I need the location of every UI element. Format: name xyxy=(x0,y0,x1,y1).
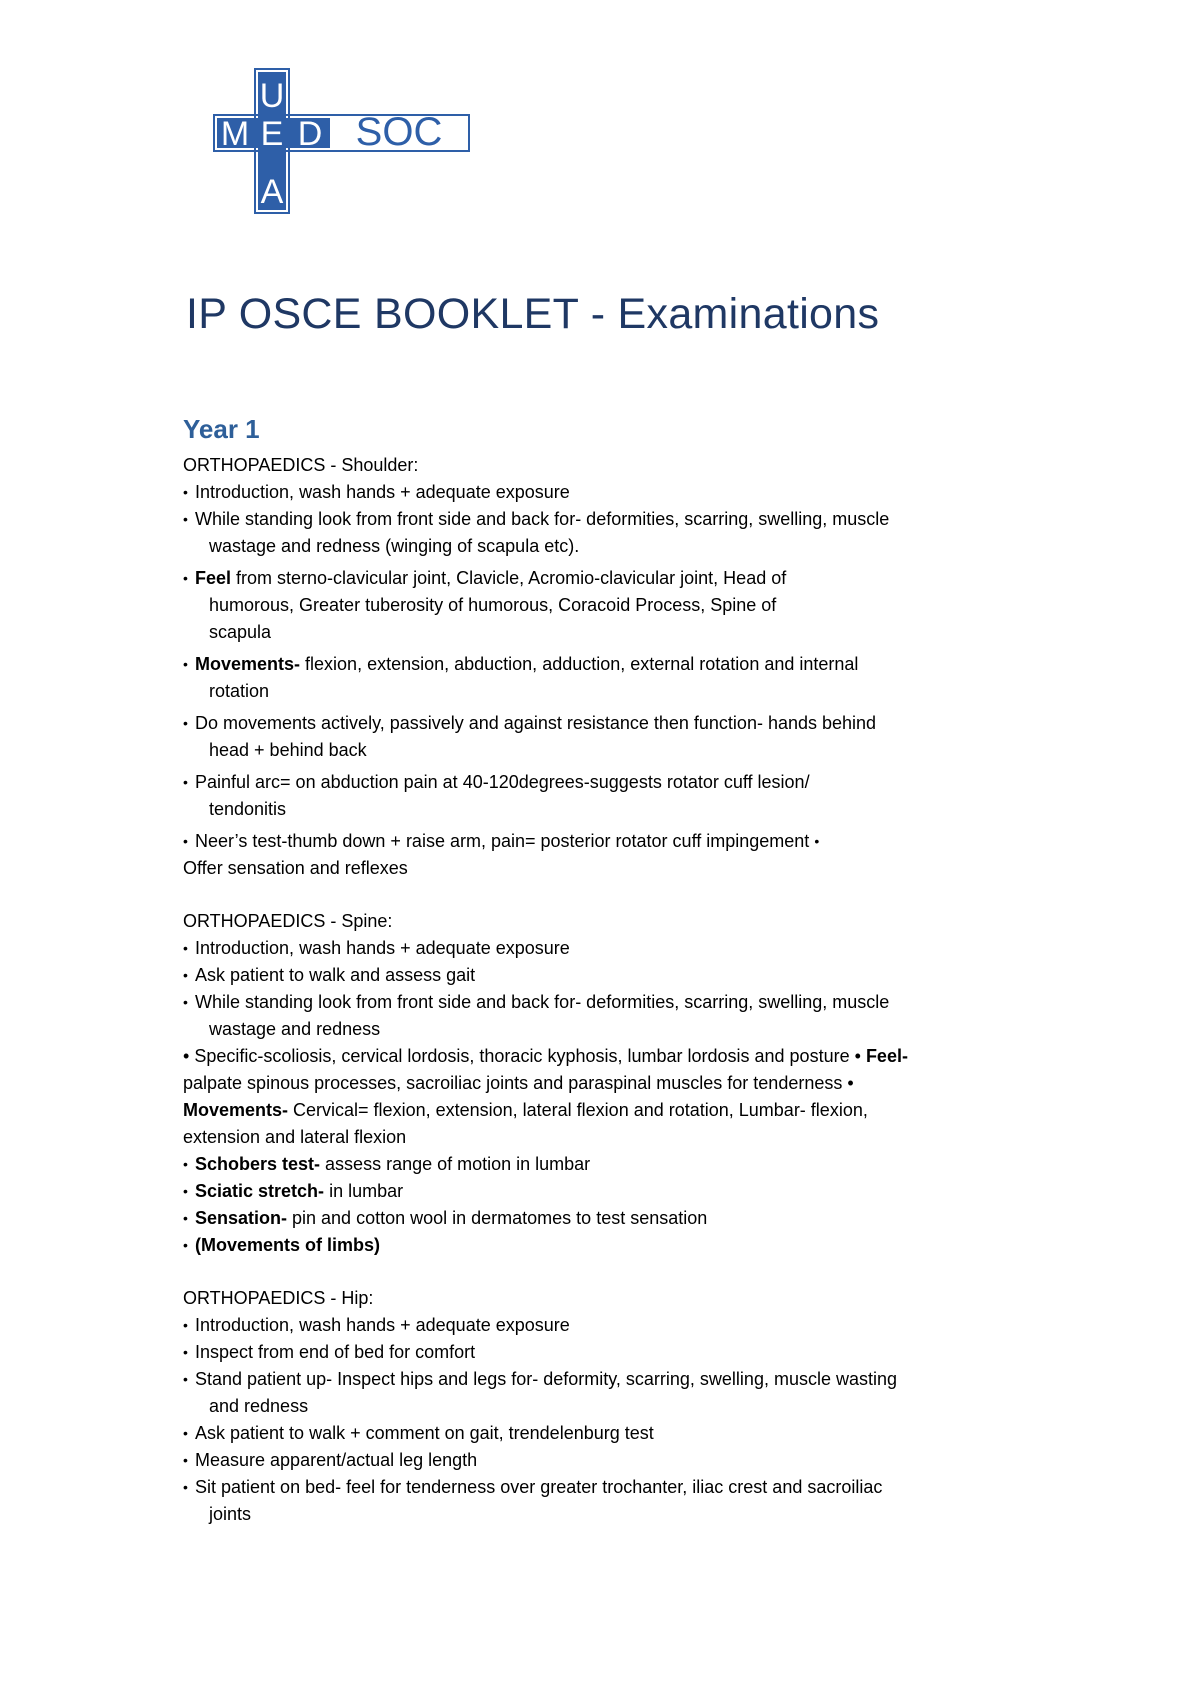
list-item: • Sensation- pin and cotton wool in dermatomes to test sensation xyxy=(183,1208,708,1228)
document-title: IP OSCE BOOKLET - Examinations xyxy=(186,290,880,338)
list-item: • Do movements actively, passively and against resistance then function- hands behind head + behind back xyxy=(183,713,877,760)
list-item: • Ask patient to walk and assess gait xyxy=(183,965,476,985)
list-item: • Introduction, wash hands + adequate exposure xyxy=(183,938,570,958)
list-item: • Introduction, wash hands + adequate exposure xyxy=(183,1315,570,1335)
paragraph: • Specific-scoliosis, cervical lordosis, thoracic kyphosis, lumbar lordosis and posture • Feel- xyxy=(183,1046,908,1066)
logo-letter-u: U xyxy=(259,77,285,115)
year-heading: Year 1 xyxy=(183,414,260,444)
document-body xyxy=(183,452,1063,1528)
section-heading: ORTHOPAEDICS - Spine: xyxy=(183,911,393,931)
logo-letter-e: E xyxy=(260,115,284,153)
logo-letter-a: A xyxy=(260,173,284,211)
paragraph: extension and lateral flexion xyxy=(183,1127,407,1147)
list-item: • While standing look from front side and back for- deformities, scarring, swelling, muscle wastage and redness xyxy=(183,992,890,1039)
list-item: • Measure apparent/actual leg length xyxy=(183,1450,478,1470)
section-heading: ORTHOPAEDICS - Hip: xyxy=(183,1288,374,1308)
section-spine xyxy=(183,908,1063,1259)
list-item: • Introduction, wash hands + adequate exposure xyxy=(183,482,570,502)
section-hip xyxy=(183,1285,1063,1528)
list-item: • Movements- flexion, extension, abduction, adduction, external rotation and internal rotation xyxy=(183,654,859,701)
list-item: • Ask patient to walk + comment on gait, trendelenburg test xyxy=(183,1423,654,1443)
list-item: • Stand patient up- Inspect hips and legs for- deformity, scarring, swelling, muscle wasting and redness xyxy=(183,1369,897,1416)
list-item: • Neer’s test-thumb down + raise arm, pain= posterior rotator cuff impingement • xyxy=(183,831,820,851)
list-item: • Sit patient on bed- feel for tenderness over greater trochanter, iliac crest and sacroiliac joints xyxy=(183,1477,883,1524)
list-item: • Feel from sterno-clavicular joint, Clavicle, Acromio-clavicular joint, Head of humorous, Greater tuberosity of humorous, Coracoid Process, Spine of scapula xyxy=(183,568,787,642)
umedsoc-logo xyxy=(211,66,477,216)
paragraph: palpate spinous processes, sacroiliac joints and paraspinal muscles for tenderness • xyxy=(183,1073,854,1093)
list-item: • Painful arc= on abduction pain at 40-120degrees-suggests rotator cuff lesion/ tendonitis xyxy=(183,772,810,819)
list-item: • While standing look from front side and back for- deformities, scarring, swelling, muscle wastage and redness (winging of scapula etc). xyxy=(183,509,890,556)
list-item: • Sciatic stretch- in lumbar xyxy=(183,1181,404,1201)
section-heading: ORTHOPAEDICS - Shoulder: xyxy=(183,455,419,475)
paragraph: Movements- Cervical= flexion, extension, lateral flexion and rotation, Lumbar- flexion, xyxy=(183,1100,868,1120)
paragraph: Offer sensation and reflexes xyxy=(183,858,408,878)
section-shoulder xyxy=(183,452,1063,882)
logo-suffix: SOC xyxy=(355,110,443,154)
logo-letter-d: D xyxy=(297,115,323,153)
list-item: • (Movements of limbs) xyxy=(183,1235,381,1255)
list-item: • Schobers test- assess range of motion in lumbar xyxy=(183,1154,591,1174)
list-item: • Inspect from end of bed for comfort xyxy=(183,1342,476,1362)
logo-letter-m: M xyxy=(220,115,250,153)
